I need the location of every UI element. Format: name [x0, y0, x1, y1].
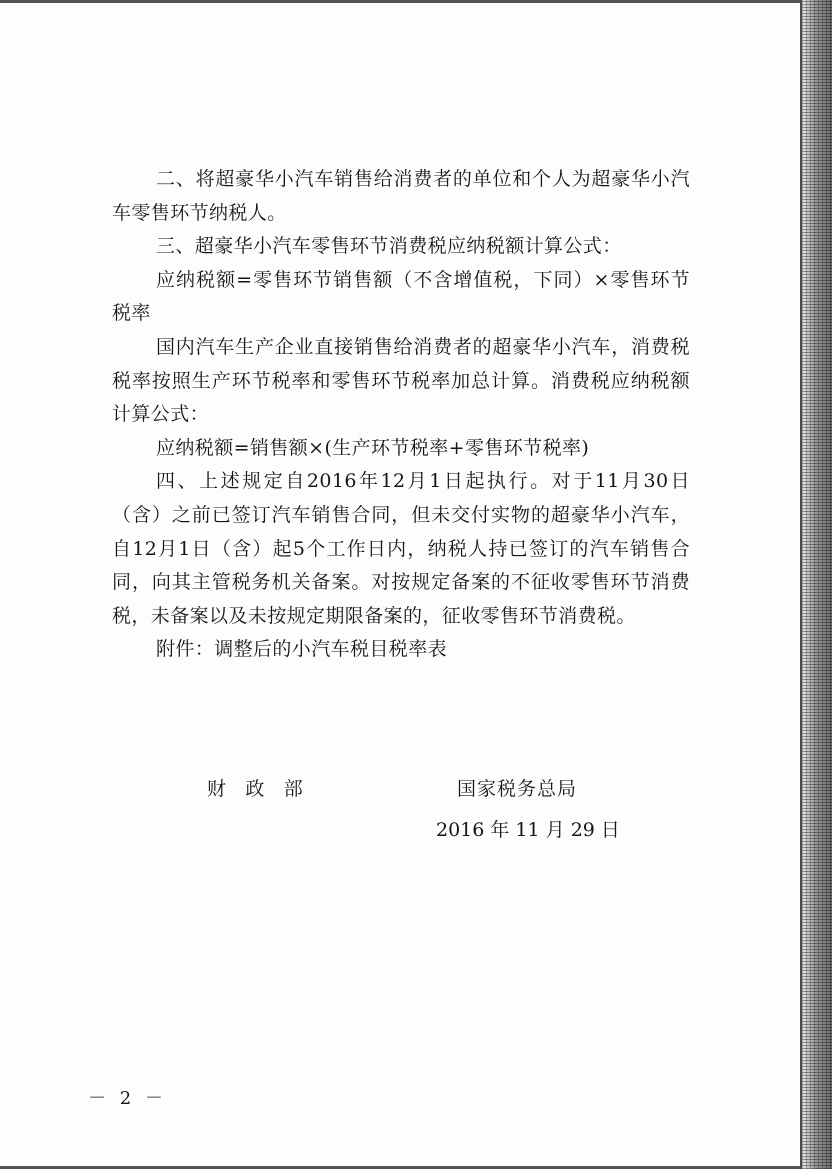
scan-top-border	[0, 0, 802, 3]
signature-ministry-of-finance: 财 政 部	[207, 778, 304, 800]
scan-right-edge	[802, 0, 832, 1169]
formula-retail: 应纳税额=零售环节销售额（不含增值税，下同）×零售环节税率	[112, 268, 690, 325]
paragraph-two: 二、将超豪华小汽车销售给消费者的单位和个人为超豪华小汽车零售环节纳税人。	[112, 168, 690, 224]
paragraph-three: 三、超豪华小汽车零售环节消费税应纳税额计算公式：	[156, 235, 622, 258]
signature-tax-bureau: 国家税务总局	[457, 778, 578, 800]
formula-combined: 应纳税额=销售额×(生产环节税率+零售环节税率)	[156, 436, 590, 459]
page-number: － 2 －	[88, 1088, 167, 1109]
signature-date: 2016 年 11 月 29 日	[436, 819, 620, 841]
document-body	[112, 163, 690, 667]
paragraph-four: 四、上述规定自2016年12月1日起执行。对于11月30日（含）之前已签订汽车销售合同，但未交付实物的超豪华小汽车，自12月1日（含）起5个工作日内，纳税人持已签订的汽车销售合同，向其主管税务机关备案。对按规定备案的不征收零售环节消费税，未备案以及未按规定期限备案的，征收零售环节消费税。	[112, 470, 690, 627]
attachment-note: 附件：调整后的小汽车税目税率表	[156, 638, 448, 661]
paragraph-domestic-producers: 国内汽车生产企业直接销售给消费者的超豪华小汽车，消费税税率按照生产环节税率和零售环节税率加总计算。消费税应纳税额计算公式：	[112, 335, 690, 426]
